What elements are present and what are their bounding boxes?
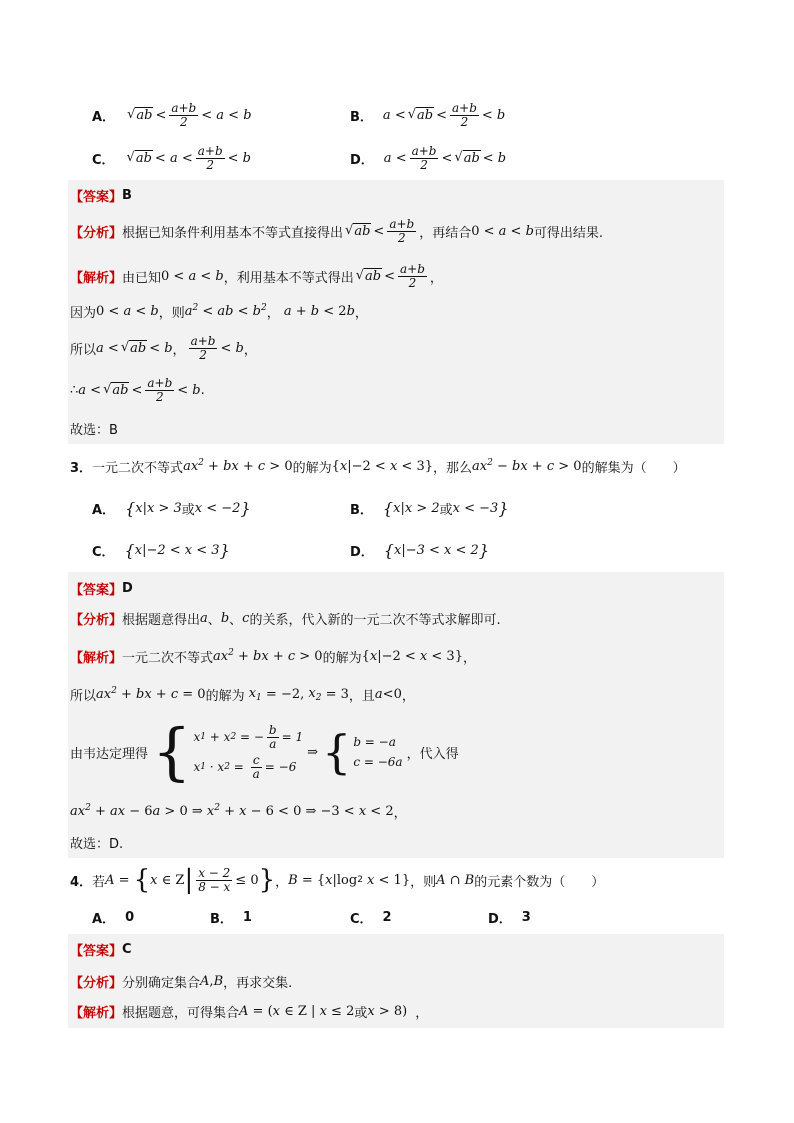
q3-solution-line4: $ax^2$ + ax − 6 a > 0 ⇒ $x^2$ + x − 6 < 0 ⇒ −3 < x < 2 ， — [70, 803, 407, 821]
q3-solution-line2: 所以 $ax^2$ + bx + c = 0 的解为 $x_1$ = −2, $x_2$ = 3 ，且 a <0 ， — [70, 685, 415, 704]
q3-stem: 3． 一元二次不等式 $ax^2$ + bx + c > 0 的解为 { x |−2 < x < 3} ，那么 $ax^2$ − bx + c > 0 的解集为（ ） — [70, 458, 686, 476]
q2-option-c: C． √ ab < a < $\frac{a+b}{2}$ < b — [92, 143, 252, 172]
q3-solution-line1: 【解析】 一元二次不等式 $ax^2$ + bx + c > 0 的解为 { x |−2 < x < 3} ， — [70, 648, 476, 666]
q3-option-b: B． { x | x > 2 或 x < −3 } — [350, 498, 509, 518]
q4-option-d: D． 3 — [488, 909, 531, 927]
q2-solution-line2: 因为 0 < a < b ，则 $a^2$ < ab < $b^2$ ， a + b < 2 b ， — [70, 303, 368, 321]
q2-solution-line3: 所以 a < √ ab < b ， $\frac{a+b}{2}$ < b ， — [70, 333, 257, 362]
q3-option-d: D． { x |−3 < x < 2 } — [350, 540, 489, 560]
q4-option-a: A． 0 — [92, 909, 135, 927]
q3-analysis: 【分析】 根据题意得出 a 、 b 、 c 的关系，代入新的一元二次不等式求解即可. — [70, 610, 501, 628]
q2-choice: 故选：B — [70, 422, 118, 438]
q2-option-d: D． a < $\frac{a+b}{2}$ < √ ab < b — [350, 143, 507, 172]
q3-option-b-math: { x | x > 2 或 x < −3 } — [382, 498, 509, 518]
q4-solution-line1: 【解析】 根据题意，可得集合 A = ( x ∈ Z | x ≤ 2 或 x > 8) ， — [70, 1003, 429, 1021]
q3-option-d-math: { x |−3 < x < 2 } — [383, 540, 489, 560]
q2-solution-line4: ∴ a < √ ab < $\frac{a+b}{2}$ < b . — [70, 375, 205, 404]
q3-solution-line3: 由韦达定理得 { x 1 + x 2 = − $\frac{b}{a}$ = 1 x 1 · x 2 = $\frac{c}{a}$ = −6 ⇒ { b = −a c = −6a ，代入得 — [70, 715, 459, 788]
q4-option-b: B． 1 — [210, 909, 252, 927]
q2-option-d-math: a < $\frac{a+b}{2}$ < √ ab < b — [383, 143, 507, 172]
q3-option-c-math: { x |−2 < x < 3 } — [124, 540, 230, 560]
q4-analysis: 【分析】 分别确定集合 A , B ，再求交集. — [70, 973, 293, 991]
q2-option-b: B． a < √ ab < $\frac{a+b}{2}$ < b — [350, 100, 506, 129]
vieta-system: { x 1 + x 2 = − $\frac{b}{a}$ = 1 x 1 · x 2 = $\frac{c}{a}$ = −6 — [152, 715, 304, 788]
q2-option-a-math: √ ab < $\frac{a+b}{2}$ < a < b — [127, 100, 252, 129]
coef-system: { b = −a c = −6a — [322, 725, 403, 779]
q4-option-c: C． 2 — [350, 909, 392, 927]
q3-choice: 故选：D. — [70, 836, 124, 852]
q3-option-a: A． { x | x > 3 或 x < −2 } — [92, 498, 251, 518]
q2-analysis: 【分析】 根据已知条件利用基本不等式直接得出 √ ab < $\frac{a+b}{2}$ ，再结合 0 < a < b 可得出结果. — [70, 216, 604, 245]
q3-answer: 【答案】 D — [70, 580, 133, 598]
q2-option-c-math: √ ab < a < $\frac{a+b}{2}$ < b — [126, 143, 252, 172]
q4-answer: 【答案】 C — [70, 941, 132, 959]
q2-solution-line1: 【解析】 由已知 0 < a < b ，利用基本不等式得出 √ ab < $\frac{a+b}{2}$ ， — [70, 261, 443, 290]
q2-option-b-math: a < √ ab < $\frac{a+b}{2}$ < b — [382, 100, 506, 129]
q3-option-c: C． { x |−2 < x < 3 } — [92, 540, 230, 560]
q3-option-a-math: { x | x > 3 或 x < −2 } — [125, 498, 251, 518]
q4-stem: 4． 若 A = { x ∈ Z | $\frac{x - 2}{8 - x}$ ≤ 0 } ， B = { x |log 2 x < 1} ，则 A ∩ B 的元素个数为（ ） — [70, 865, 605, 895]
q2-answer: 【答案】 B — [70, 187, 132, 205]
q2-option-a: A． √ ab < $\frac{a+b}{2}$ < a < b — [92, 100, 252, 129]
